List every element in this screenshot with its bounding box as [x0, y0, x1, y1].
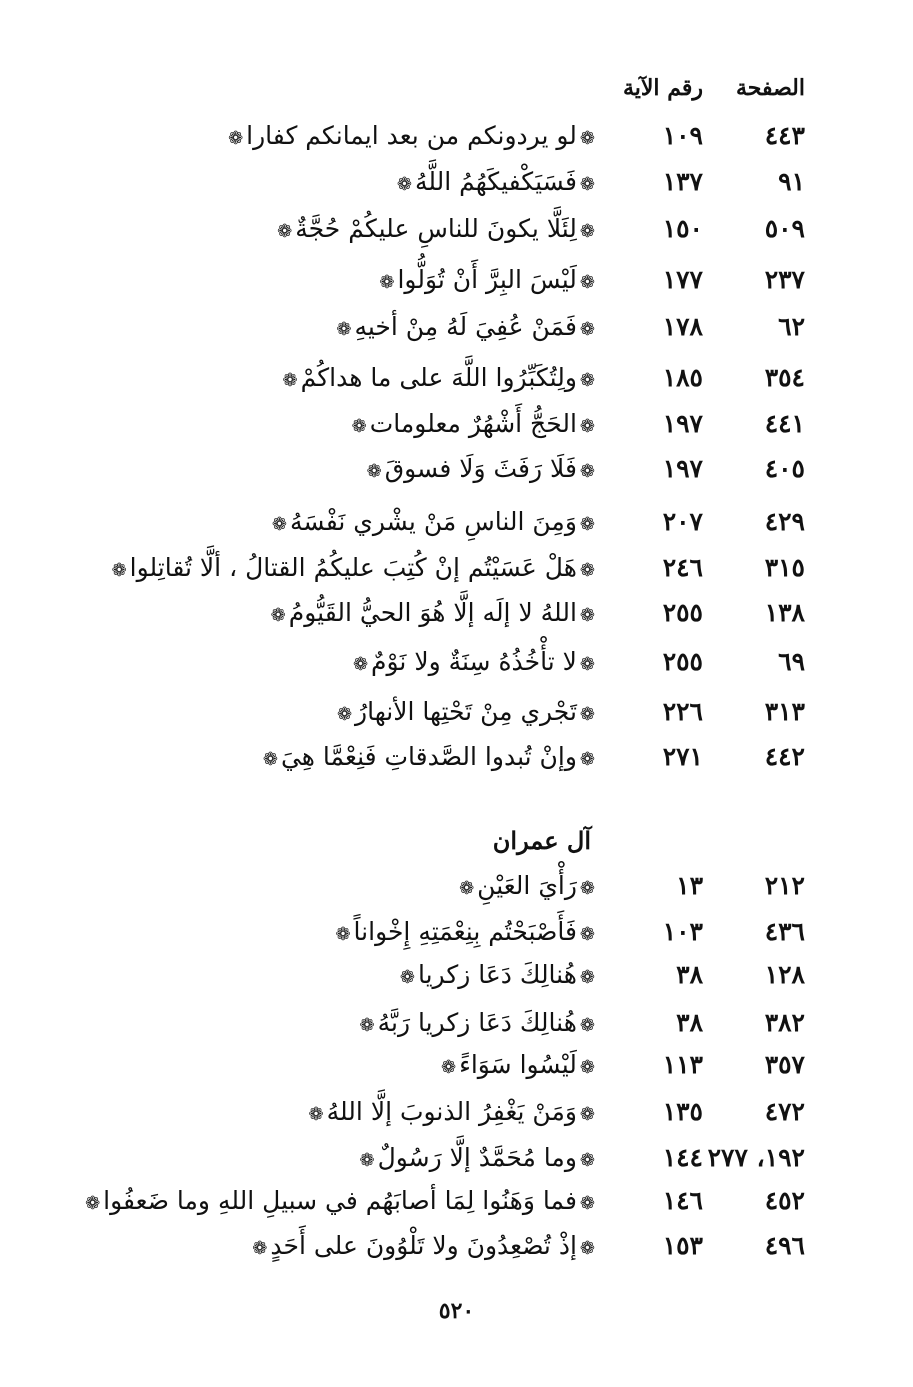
verse-text: [280, 356, 598, 403]
verse-text: [438, 1043, 598, 1090]
list-item: [0, 160, 913, 204]
ornament-close-icon: ❁: [399, 967, 415, 988]
ornament-close-icon: ❁: [262, 749, 278, 770]
list-item: [0, 447, 913, 491]
list-item: [0, 1224, 913, 1268]
list-item: [0, 1179, 913, 1223]
verse-text: [260, 735, 598, 782]
ornament-open-icon: ❁: [579, 128, 595, 149]
verse-words: الحَجُّ أَشْهُرٌ معلومات: [369, 409, 577, 438]
verse-words: وما مُحَمَّدٌ إلَّا رَسُولٌ: [377, 1143, 577, 1172]
ornament-open-icon: ❁: [579, 416, 595, 437]
ornament-open-icon: ❁: [579, 1238, 595, 1259]
ayah-number: ٣٨: [676, 960, 703, 989]
page-ref: ٩١: [778, 167, 805, 196]
page-ref: ٢١٢: [764, 871, 805, 900]
verse-words: ولِتُكَبِّرُوا اللَّهَ على ما هداكُمْ: [300, 363, 577, 392]
table-header: [0, 66, 913, 110]
verse-words: هَلْ عَسَيْتُم إنْ كُتِبَ عليكُمُ القتالُ ، ألَّا تُقاتِلوا: [129, 553, 577, 582]
page-ref: ٤٥٢: [764, 1186, 805, 1215]
ornament-close-icon: ❁: [228, 128, 244, 149]
ornament-open-icon: ❁: [579, 370, 595, 391]
ornament-open-icon: ❁: [579, 319, 595, 340]
verse-text: [274, 207, 598, 254]
ornament-close-icon: ❁: [270, 605, 286, 626]
ornament-open-icon: ❁: [579, 1150, 595, 1171]
ayah-number: ١٣: [676, 871, 703, 900]
verse-words: لو يردونكم من بعد ايمانكم كفارا: [246, 121, 577, 150]
page-ref: ٢٣٧: [764, 265, 805, 294]
page-ref: ١٣٨: [764, 598, 805, 627]
verse-words: وإنْ تُبدوا الصَّدقاتِ فَنِعْمَّا هِيَ: [280, 742, 577, 771]
page-ref: ٦٢: [778, 312, 805, 341]
ornament-close-icon: ❁: [366, 461, 382, 482]
verse-words: هُنالِكَ دَعَا زكريا: [417, 960, 577, 989]
ornament-close-icon: ❁: [352, 654, 369, 675]
ornament-close-icon: ❁: [308, 1104, 324, 1125]
verse-words: لا تأْخُذُهُ سِنَةٌ ولا نَوْمٌ: [371, 647, 577, 676]
ornament-open-icon: ❁: [579, 174, 595, 195]
list-item: [0, 640, 913, 684]
verse-words: لَيْسَ البِرَّ أَنْ تُوَلُّوا: [397, 265, 577, 294]
list-item: [0, 305, 913, 349]
ornament-close-icon: ❁: [379, 272, 395, 293]
ayah-number: ٢٠٧: [662, 507, 703, 536]
ornament-open-icon: ❁: [579, 654, 595, 675]
ayah-number: ١٠٣: [662, 917, 703, 946]
list-item: [0, 1001, 913, 1045]
list-item: [0, 910, 913, 954]
ornament-open-icon: ❁: [579, 272, 595, 293]
ornament-close-icon: ❁: [440, 1057, 457, 1078]
ornament-open-icon: ❁: [579, 704, 595, 725]
verse-text: [376, 258, 598, 305]
page-ref: ٤٤٣: [764, 121, 805, 150]
ayah-column-header: رقم الآية: [622, 75, 703, 101]
verse-text: [82, 1179, 598, 1226]
page-ref: ٤٤٢: [764, 742, 805, 771]
verse-text: [456, 864, 598, 911]
verse-text: [109, 546, 598, 593]
verse-words: هُنالِكَ دَعَا زكريا رَبَّهُ: [377, 1008, 577, 1037]
page-ref: ١٩٢، ٢٧٧: [707, 1143, 805, 1172]
ornament-open-icon: ❁: [579, 1193, 595, 1214]
verse-text: [349, 402, 598, 449]
page-ref: ٦٩: [778, 647, 805, 676]
ayah-number: ١٥٠: [662, 214, 703, 243]
list-item: [0, 207, 913, 251]
page-number: ٥٢٠: [438, 1298, 475, 1324]
list-item: [0, 114, 913, 158]
list-item: [0, 356, 913, 400]
ayah-number: ١٩٧: [662, 409, 703, 438]
list-item: [0, 1043, 913, 1087]
page-ref: ٤٣٦: [764, 917, 805, 946]
ornament-open-icon: ❁: [579, 1057, 595, 1078]
ornament-close-icon: ❁: [359, 1015, 375, 1036]
ayah-number: ١٧٧: [662, 265, 703, 294]
verse-text: [397, 953, 598, 1000]
page-ref: ٣٥٤: [764, 363, 805, 392]
ayah-number: ١١٣: [662, 1050, 703, 1079]
ayah-number: ١٨٥: [662, 363, 703, 392]
page-ref: ٥٠٩: [764, 214, 805, 243]
verse-text: [306, 1090, 598, 1137]
list-item: [0, 735, 913, 779]
ayah-number: ٢٤٦: [662, 553, 703, 582]
ayah-number: ٢٧١: [662, 742, 703, 771]
list-item: [0, 402, 913, 446]
ornament-close-icon: ❁: [396, 174, 412, 195]
verse-text: [225, 114, 598, 161]
list-item: [0, 864, 913, 908]
ayah-number: ١٧٨: [662, 312, 703, 341]
verse-text: [333, 305, 598, 352]
ayah-number: ١٣٧: [662, 167, 703, 196]
verse-words: لَيْسُوا سَوَاءً: [459, 1050, 577, 1079]
page-ref: ٣١٣: [764, 697, 805, 726]
ayah-number: ١٣٥: [662, 1097, 703, 1126]
ayah-number: ١٠٩: [662, 121, 703, 150]
page-ref: ٣٨٢: [764, 1008, 805, 1037]
verse-text: [269, 500, 598, 547]
ornament-open-icon: ❁: [579, 514, 595, 535]
ayah-number: ١٩٧: [662, 454, 703, 483]
verse-words: وَمِنَ الناسِ مَنْ يشْري نَفْسَهُ: [290, 507, 577, 536]
verse-text: [356, 1136, 598, 1183]
verse-text: [350, 640, 598, 687]
page-ref: ٤٤١: [764, 409, 805, 438]
ornament-open-icon: ❁: [579, 221, 595, 242]
list-item: [0, 690, 913, 734]
verse-text: [332, 910, 598, 957]
list-item: [0, 258, 913, 302]
verse-text: [394, 160, 598, 207]
ornament-close-icon: ❁: [111, 560, 127, 581]
section-title: آل عمران: [492, 826, 591, 855]
verse-text: [334, 690, 598, 737]
ayah-number: ١٥٣: [662, 1231, 703, 1260]
ornament-open-icon: ❁: [579, 605, 595, 626]
verse-words: لِئَلَّا يكونَ للناسِ عليكُمْ حُجَّةٌ: [295, 214, 577, 243]
verse-words: رَأْيَ العَيْنِ: [477, 871, 577, 900]
list-item: [0, 500, 913, 544]
ornament-open-icon: ❁: [579, 967, 595, 988]
verse-text: [268, 591, 598, 638]
ornament-close-icon: ❁: [282, 370, 298, 391]
list-item: [0, 1090, 913, 1134]
ornament-close-icon: ❁: [335, 924, 351, 945]
ornament-open-icon: ❁: [579, 878, 595, 899]
ayah-number: ١٤٦: [662, 1186, 703, 1215]
verse-words: إذْ تُصْعِدُونَ ولا تَلْوُونَ على أَحَدٍ: [270, 1231, 577, 1260]
ornament-open-icon: ❁: [579, 749, 595, 770]
page-ref: ٣١٥: [764, 553, 805, 582]
ayah-number: ١٤٤: [662, 1143, 703, 1172]
verse-words: وَمَنْ يَغْفِرُ الذنوبَ إلَّا اللهُ: [326, 1097, 577, 1126]
verse-text: [249, 1224, 598, 1271]
verse-words: فَمَنْ عُفِيَ لَهُ مِنْ أخيهِ: [354, 312, 577, 341]
ornament-open-icon: ❁: [579, 461, 595, 482]
page-ref: ٤٩٦: [764, 1231, 805, 1260]
list-item: [0, 591, 913, 635]
ayah-number: ٢٥٥: [662, 647, 703, 676]
verse-words: فَأَصْبَحْتُم بِنِعْمَتِهِ إِخْواناً: [353, 917, 577, 946]
verse-words: فَسَيَكْفيكَهُمُ اللَّهُ: [414, 167, 577, 196]
ornament-close-icon: ❁: [85, 1193, 101, 1214]
verse-words: فما وَهَنُوا لِمَا أصابَهُم في سبيلِ اللهِ وما ضَعفُوا: [103, 1186, 577, 1215]
ayah-number: ٢٥٥: [662, 598, 703, 627]
list-item: [0, 1136, 913, 1180]
ayah-number: ٣٨: [676, 1008, 703, 1037]
page-ref: ٣٥٧: [764, 1050, 805, 1079]
ornament-open-icon: ❁: [579, 1104, 595, 1125]
verse-words: فَلَا رَفَثَ وَلَا فسوقَ: [384, 454, 577, 483]
ornament-close-icon: ❁: [359, 1150, 375, 1171]
ornament-close-icon: ❁: [252, 1238, 268, 1259]
page-column-header: الصفحة: [735, 75, 805, 101]
list-item: [0, 546, 913, 590]
ornament-close-icon: ❁: [459, 878, 475, 899]
verse-words: تَجْري مِنْ تَحْتِها الأنهارُ: [355, 697, 577, 726]
page-ref: ٤٧٢: [764, 1097, 805, 1126]
ornament-open-icon: ❁: [579, 924, 595, 945]
verse-text: [356, 1001, 598, 1048]
verse-text: [364, 447, 598, 494]
page-ref: ١٢٨: [764, 960, 805, 989]
ornament-open-icon: ❁: [579, 560, 595, 581]
ayah-number: ٢٢٦: [662, 697, 703, 726]
ornament-close-icon: ❁: [351, 416, 367, 437]
ornament-close-icon: ❁: [336, 704, 353, 725]
ornament-close-icon: ❁: [336, 319, 352, 340]
ornament-close-icon: ❁: [271, 514, 288, 535]
page-ref: ٤٠٥: [764, 454, 805, 483]
ornament-open-icon: ❁: [579, 1015, 595, 1036]
page-ref: ٤٢٩: [764, 507, 805, 536]
list-item: [0, 953, 913, 997]
ornament-close-icon: ❁: [277, 221, 293, 242]
verse-words: اللهُ لا إلَه إلَّا هُوَ الحيُّ القَيُّومُ: [288, 598, 577, 627]
